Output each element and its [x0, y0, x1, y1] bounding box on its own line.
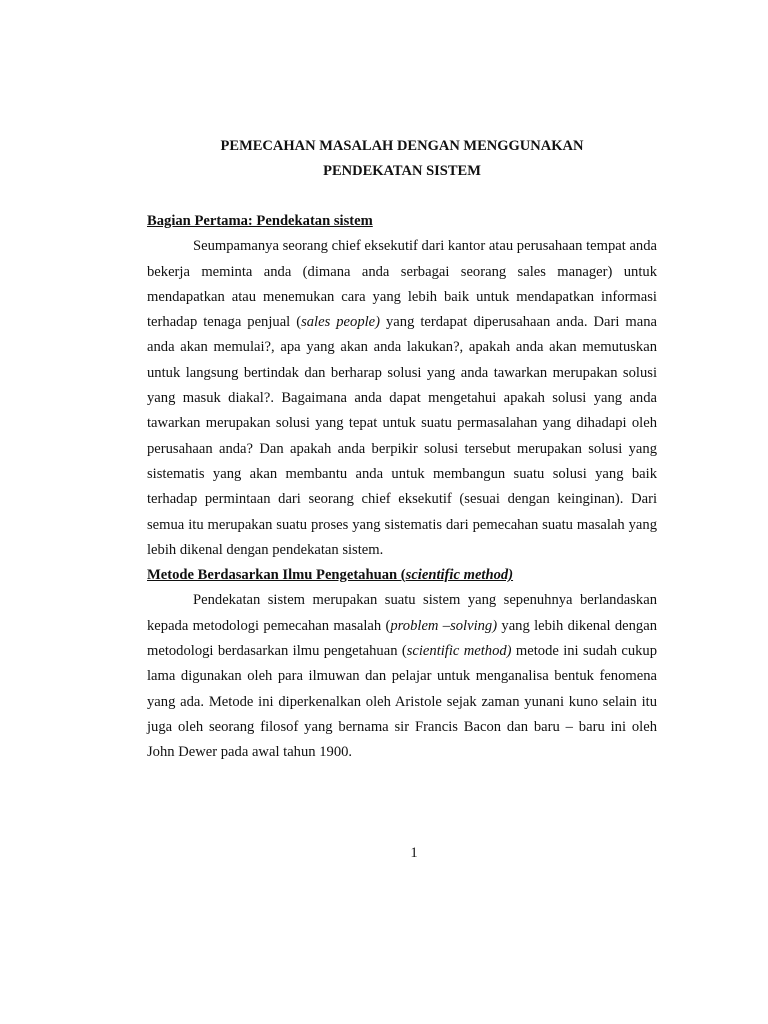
paragraph-text: metode ini sudah cukup lama digunakan oleh para ilmuwan dan pelajar untuk menganalisa bentuk fenomena yang ada. Metode ini diperkenalkan oleh Aristole sejak zaman yunani kuno selain itu juga oleh seorang filosof yang bernama sir Francis Bacon dan baru – baru ini oleh John Dewer pada awal tahun 1900.: [147, 643, 658, 761]
paragraph-text: yang lebih dikenal dengan metodologi berdasarkan ilmu pengetahuan (: [147, 617, 657, 660]
title-line-1: PEMECAHAN MASALAH DENGAN MENGGUNAKAN: [220, 138, 584, 154]
heading-text: Metode Berdasarkan Ilmu Pengetahuan (: [147, 567, 406, 584]
document-body: [147, 209, 657, 766]
paragraph-text: Pendekatan sistem merupakan suatu sistem yang sepenuhnya berlandaskan kepada metodologi pemecahan masalah (: [147, 592, 657, 634]
italic-term: scientific method): [406, 643, 512, 660]
paragraph-text: yang terdapat diperusahaan anda. Dari mana anda akan memulai?, apa yang akan anda lakukan?, apakah anda akan memutuskan untuk langsung bertindak dan berharap solusi yang anda tawarkan merupakan solusi yang masuk diakal?. Bagaimana anda dapat mengetahui apakah solusi yang anda tawarkan merupakan solusi yang tepat untuk suatu permasalahan yang dihadapi oleh perusahaan anda? Dan apakah anda berpikir solusi tersebut merupakan solusi yang sistematis yang akan membantu anda untuk membangun suatu solusi yang baik terhadap permintaan dari seorang chief eksekutif (sesuai dengan keinginan). Dari semua itu merupakan suatu proses yang sistematis dari pemecahan suatu masalah yang lebih dikenal dengan pendekatan sistem.: [147, 314, 657, 558]
document-title: [147, 134, 657, 184]
italic-term: problem –solving): [390, 617, 498, 634]
section-heading-pendekatan-sistem: Bagian Pertama: Pendekatan sistem: [147, 213, 373, 229]
italic-term: scientific method): [405, 567, 514, 584]
paragraph-scientific-method: [147, 588, 657, 765]
italic-term: sales people): [301, 314, 381, 331]
page-number: 1: [410, 845, 418, 861]
paragraph-text: Seumpamanya seorang chief eksekutif dari kantor atau perusahaan tempat anda bekerja meminta anda (dimana anda serbagai seorang sales manager) untuk mendapatkan atau menemukan cara yang lebih baik untuk mendapatkan informasi terhadap tenaga penjual (: [147, 238, 657, 331]
title-line-2: PENDEKATAN SISTEM: [323, 163, 481, 179]
section-heading-scientific-method: [147, 563, 657, 588]
paragraph-pendekatan-sistem: [147, 234, 657, 563]
